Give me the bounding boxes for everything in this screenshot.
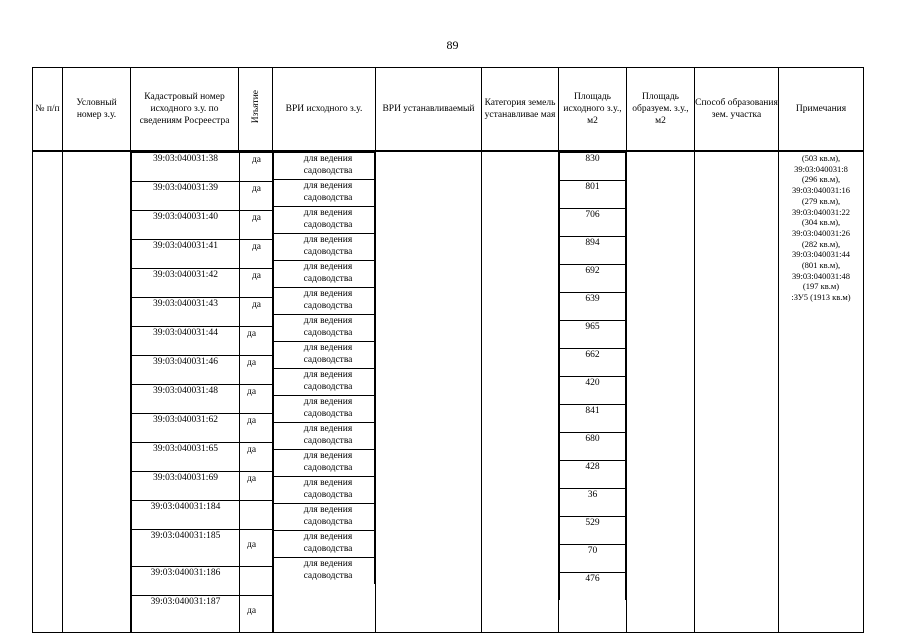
area-value: 36 bbox=[560, 489, 626, 517]
table-row bbox=[132, 153, 274, 182]
seizure-value bbox=[240, 567, 274, 596]
table-row bbox=[560, 461, 626, 489]
table-row bbox=[560, 573, 626, 601]
notes-line: 39:03:040031:22 bbox=[791, 206, 851, 217]
table-row bbox=[274, 288, 375, 315]
table-row bbox=[560, 545, 626, 573]
vri-value: для ведения садоводства bbox=[274, 450, 375, 477]
table-row bbox=[274, 261, 375, 288]
table-header-row bbox=[33, 68, 864, 152]
vri-value: для ведения садоводства bbox=[274, 234, 375, 261]
table-row bbox=[132, 269, 274, 298]
table-row bbox=[560, 265, 626, 293]
table-row bbox=[132, 567, 274, 596]
vri-value: для ведения садоводства bbox=[274, 153, 375, 180]
cadastral-number: 39:03:040031:39 bbox=[132, 182, 240, 211]
area-value: 841 bbox=[560, 405, 626, 433]
land-plots-table bbox=[32, 67, 864, 633]
table-row bbox=[274, 558, 375, 585]
vri-list bbox=[273, 152, 375, 584]
cell-land-category bbox=[482, 151, 559, 633]
vri-value: для ведения садоводства bbox=[274, 315, 375, 342]
cadastral-number: 39:03:040031:46 bbox=[132, 356, 240, 385]
notes-line: (279 кв.м), bbox=[801, 195, 841, 206]
area-value: 680 bbox=[560, 433, 626, 461]
area-value: 420 bbox=[560, 377, 626, 405]
cell-cad-seizure bbox=[131, 151, 273, 633]
vri-value: для ведения садоводства bbox=[274, 531, 375, 558]
seizure-value: да bbox=[240, 530, 274, 567]
vri-value: для ведения садоводства bbox=[274, 504, 375, 531]
table-row bbox=[132, 182, 274, 211]
area-value: 706 bbox=[560, 209, 626, 237]
table-row bbox=[132, 530, 274, 567]
seizure-value: да bbox=[240, 182, 274, 211]
table-body-row bbox=[33, 151, 864, 633]
table-row bbox=[560, 377, 626, 405]
seizure-value bbox=[240, 501, 274, 530]
cadastral-number: 39:03:040031:48 bbox=[132, 385, 240, 414]
area-value: 70 bbox=[560, 545, 626, 573]
seizure-value: да bbox=[240, 269, 274, 298]
area-value: 428 bbox=[560, 461, 626, 489]
table-row bbox=[132, 327, 274, 356]
table-row bbox=[560, 433, 626, 461]
vri-value: для ведения садоводства bbox=[274, 477, 375, 504]
table-row bbox=[132, 211, 274, 240]
header-area-formed: Площадь образуем. з.у., м2 bbox=[627, 68, 695, 152]
table-row bbox=[132, 240, 274, 269]
seizure-value: да bbox=[240, 385, 274, 414]
vri-value: для ведения садоводства bbox=[274, 288, 375, 315]
table-row bbox=[274, 504, 375, 531]
cadastral-number: 39:03:040031:184 bbox=[132, 501, 240, 530]
notes-line: (304 кв.м), bbox=[801, 217, 841, 228]
table-row bbox=[560, 209, 626, 237]
header-vri-target: ВРИ устанавливаемый bbox=[376, 68, 482, 152]
vri-value: для ведения садоводства bbox=[274, 180, 375, 207]
notes-line: 39:03:040031:48 bbox=[791, 270, 851, 281]
notes-line: (197 кв.м) bbox=[802, 281, 840, 292]
table-row bbox=[274, 207, 375, 234]
table-row bbox=[132, 443, 274, 472]
seizure-value: да bbox=[240, 153, 274, 182]
cell-method bbox=[695, 151, 779, 633]
table-row bbox=[560, 517, 626, 545]
table-row bbox=[274, 423, 375, 450]
cadastral-number: 39:03:040031:186 bbox=[132, 567, 240, 596]
seizure-value: да bbox=[240, 327, 274, 356]
table-row bbox=[560, 293, 626, 321]
notes-line: (296 кв.м), bbox=[801, 174, 841, 185]
seizure-value: да bbox=[240, 414, 274, 443]
table-row bbox=[274, 342, 375, 369]
notes-line: 39:03:040031:16 bbox=[791, 185, 851, 196]
notes-line: 39:03:040031:44 bbox=[791, 249, 851, 260]
seizure-value: да bbox=[240, 298, 274, 327]
seizure-value: да bbox=[240, 356, 274, 385]
seizure-value: да bbox=[240, 596, 274, 633]
cadastral-number: 39:03:040031:40 bbox=[132, 211, 240, 240]
cell-vri-target bbox=[376, 151, 482, 633]
area-list bbox=[559, 152, 626, 600]
table-row bbox=[560, 181, 626, 209]
cell-vri-source bbox=[273, 151, 376, 633]
area-value: 801 bbox=[560, 181, 626, 209]
vri-value: для ведения садоводства bbox=[274, 207, 375, 234]
table-row bbox=[274, 450, 375, 477]
cell-num bbox=[33, 151, 63, 633]
vri-value: для ведения садоводства bbox=[274, 261, 375, 288]
header-cond-num: Условный номер з.у. bbox=[63, 68, 131, 152]
table-row bbox=[274, 369, 375, 396]
cell-area-formed bbox=[627, 151, 695, 633]
cadastral-number: 39:03:040031:187 bbox=[132, 596, 240, 633]
seizure-value: да bbox=[240, 211, 274, 240]
vri-value: для ведения садоводства bbox=[274, 396, 375, 423]
header-seizure-label: Изъятие bbox=[250, 90, 261, 124]
cadastral-number: 39:03:040031:43 bbox=[132, 298, 240, 327]
vri-value: для ведения садоводства bbox=[274, 558, 375, 585]
cell-cond-num bbox=[63, 151, 131, 633]
area-value: 894 bbox=[560, 237, 626, 265]
area-value: 529 bbox=[560, 517, 626, 545]
table-row bbox=[274, 396, 375, 423]
notes-line: (503 кв.м), bbox=[801, 153, 841, 163]
area-value: 692 bbox=[560, 265, 626, 293]
cadastral-number: 39:03:040031:65 bbox=[132, 443, 240, 472]
table-row bbox=[132, 472, 274, 501]
area-value: 476 bbox=[560, 573, 626, 601]
table-row bbox=[132, 596, 274, 633]
notes-line: 39:03:040031:26 bbox=[791, 227, 851, 238]
notes-line: :ЗУ5 (1913 кв.м) bbox=[791, 292, 851, 303]
header-method: Способ образования зем. участка bbox=[695, 68, 779, 152]
header-area-source: Площадь исходного з.у., м2 bbox=[559, 68, 627, 152]
table-row bbox=[132, 385, 274, 414]
notes-line: 39:03:040031:8 bbox=[794, 163, 848, 174]
table-row bbox=[560, 321, 626, 349]
header-vri-source: ВРИ исходного з.у. bbox=[273, 68, 376, 152]
seizure-value: да bbox=[240, 443, 274, 472]
table-row bbox=[560, 349, 626, 377]
table-row bbox=[560, 153, 626, 181]
seizure-value: да bbox=[240, 240, 274, 269]
table-row bbox=[560, 237, 626, 265]
table-row bbox=[560, 489, 626, 517]
area-value: 965 bbox=[560, 321, 626, 349]
seizure-value: да bbox=[240, 472, 274, 501]
vri-value: для ведения садоводства bbox=[274, 369, 375, 396]
notes-line: (801 кв.м), bbox=[801, 260, 841, 271]
cad-seizure-list bbox=[131, 152, 274, 632]
vri-value: для ведения садоводства bbox=[274, 342, 375, 369]
cadastral-number: 39:03:040031:62 bbox=[132, 414, 240, 443]
cadastral-number: 39:03:040031:38 bbox=[132, 153, 240, 182]
table-row bbox=[132, 356, 274, 385]
table-row bbox=[132, 501, 274, 530]
cadastral-number: 39:03:040031:185 bbox=[132, 530, 240, 567]
table-row bbox=[560, 405, 626, 433]
table-row bbox=[274, 234, 375, 261]
cell-area-source bbox=[559, 151, 627, 633]
cadastral-number: 39:03:040031:44 bbox=[132, 327, 240, 356]
notes-text bbox=[779, 152, 863, 303]
table-row bbox=[274, 180, 375, 207]
page-number: 89 bbox=[446, 38, 459, 52]
table-row bbox=[132, 298, 274, 327]
table-row bbox=[274, 315, 375, 342]
table-row bbox=[132, 414, 274, 443]
cadastral-number: 39:03:040031:42 bbox=[132, 269, 240, 298]
area-value: 830 bbox=[560, 153, 626, 181]
header-land-category: Категория земель устанавливае мая bbox=[482, 68, 559, 152]
table-row bbox=[274, 531, 375, 558]
table-row bbox=[274, 153, 375, 180]
cadastral-number: 39:03:040031:69 bbox=[132, 472, 240, 501]
table-row bbox=[274, 477, 375, 504]
header-cad-num: Кадастровый номер исходного з.у. по сведениям Росреестра bbox=[131, 68, 239, 152]
notes-line: (282 кв.м), bbox=[801, 238, 841, 249]
area-value: 662 bbox=[560, 349, 626, 377]
area-value: 639 bbox=[560, 293, 626, 321]
header-seizure bbox=[239, 68, 273, 152]
header-num: № п/п bbox=[33, 68, 63, 152]
cadastral-number: 39:03:040031:41 bbox=[132, 240, 240, 269]
cell-notes bbox=[779, 151, 864, 633]
vri-value: для ведения садоводства bbox=[274, 423, 375, 450]
header-notes: Примечания bbox=[779, 68, 864, 152]
